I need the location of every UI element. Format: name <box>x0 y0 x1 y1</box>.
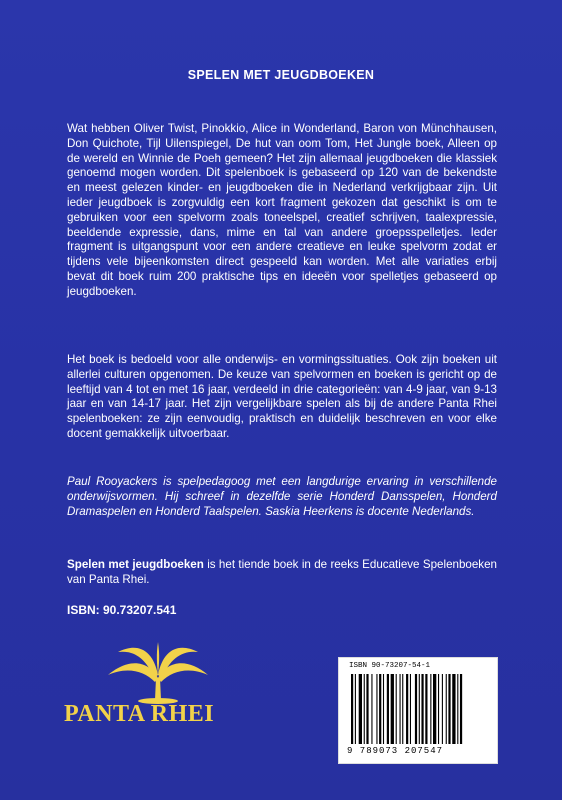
series-note <box>67 558 497 588</box>
series-note-text <box>67 558 497 588</box>
description-paragraph-1 <box>67 122 497 300</box>
paragraph-1-text: Wat hebben Oliver Twist, Pinokkio, Alice in Wonderland, Baron von Münchhausen, Don Quichote, Tijl Uilenspiegel, De hut van oom Tom, Het Jungle boek, Alleen op de wereld en Winnie de Poeh gemeen? Het zijn allemaal jeugdboeken die klassiek genoemd mogen worden. Dit spelenboek is gebaseerd op 120 van de bekendste en meest gelezen kinder- en jeugdboeken die in Nederland verkrijgbaar zijn. Uit ieder jeugdboek is zorgvuldig een kort fragment gekozen dat geschikt is om te gebruiken voor een spelvorm zoals toneelspel, creatief schrijven, taalexpressie, beeldende expressie, dans, mime en tal van andere groepsspelletjes. Ieder fragment is uitgangspunt voor een andere creatieve en leuke spelvorm zodat er tijdens vele bijeenkomsten direct gespeeld kan worden. Met alle variaties erbij bevat dit boek ruim 200 praktische tips en ideeën voor spelletjes gebaseerd op jeugdboeken. <box>67 122 497 298</box>
book-title: SPELEN MET JEUGDBOEKEN <box>187 68 375 82</box>
barcode-bars-icon <box>349 674 487 746</box>
description-paragraph-2 <box>67 353 497 442</box>
series-note-title: Spelen met jeugdboeken <box>67 558 204 571</box>
fountain-logo-icon <box>58 640 258 750</box>
publisher-logo-text: PANTA RHEI <box>64 701 215 727</box>
barcode <box>338 657 498 764</box>
author-bio <box>67 475 497 519</box>
author-bio-text: Paul Rooyackers is spelpedagoog met een langdurige ervaring in verschillende onderwijsvormen. Hij schreef in dezelfde serie Honderd Dansspelen, Honderd Dramaspelen en Honderd Taalspelen. Saskia Heerkens is docente Nederlands. <box>67 475 497 518</box>
barcode-isbn-label: ISBN 90-73207-54-1 <box>349 662 431 670</box>
series-note-rest: is het tiende boek in de reeks Educatieve Spelenboeken van Panta Rhei. <box>67 558 497 586</box>
isbn-line: ISBN: 90.73207.541 <box>67 603 177 617</box>
barcode-digits: 9 789073 207547 <box>347 746 444 756</box>
paragraph-2-text: Het boek is bedoeld voor alle onderwijs- en vormingssituaties. Ook zijn boeken uit allerlei culturen opgenomen. De keuze van spelvormen en boeken is gericht op de leeftijd van 4 tot en met 16 jaar, verdeeld in drie categorieën: van 4-9 jaar, van 9-13 jaar en van 14-17 jaar. Het zijn vergelijkbare spelen als bij de andere Panta Rhei spelenboeken: ze zijn eenvoudig, praktisch en duidelijk beschreven en voor elke docent gemakkelijk uitvoerbaar. <box>67 353 497 440</box>
